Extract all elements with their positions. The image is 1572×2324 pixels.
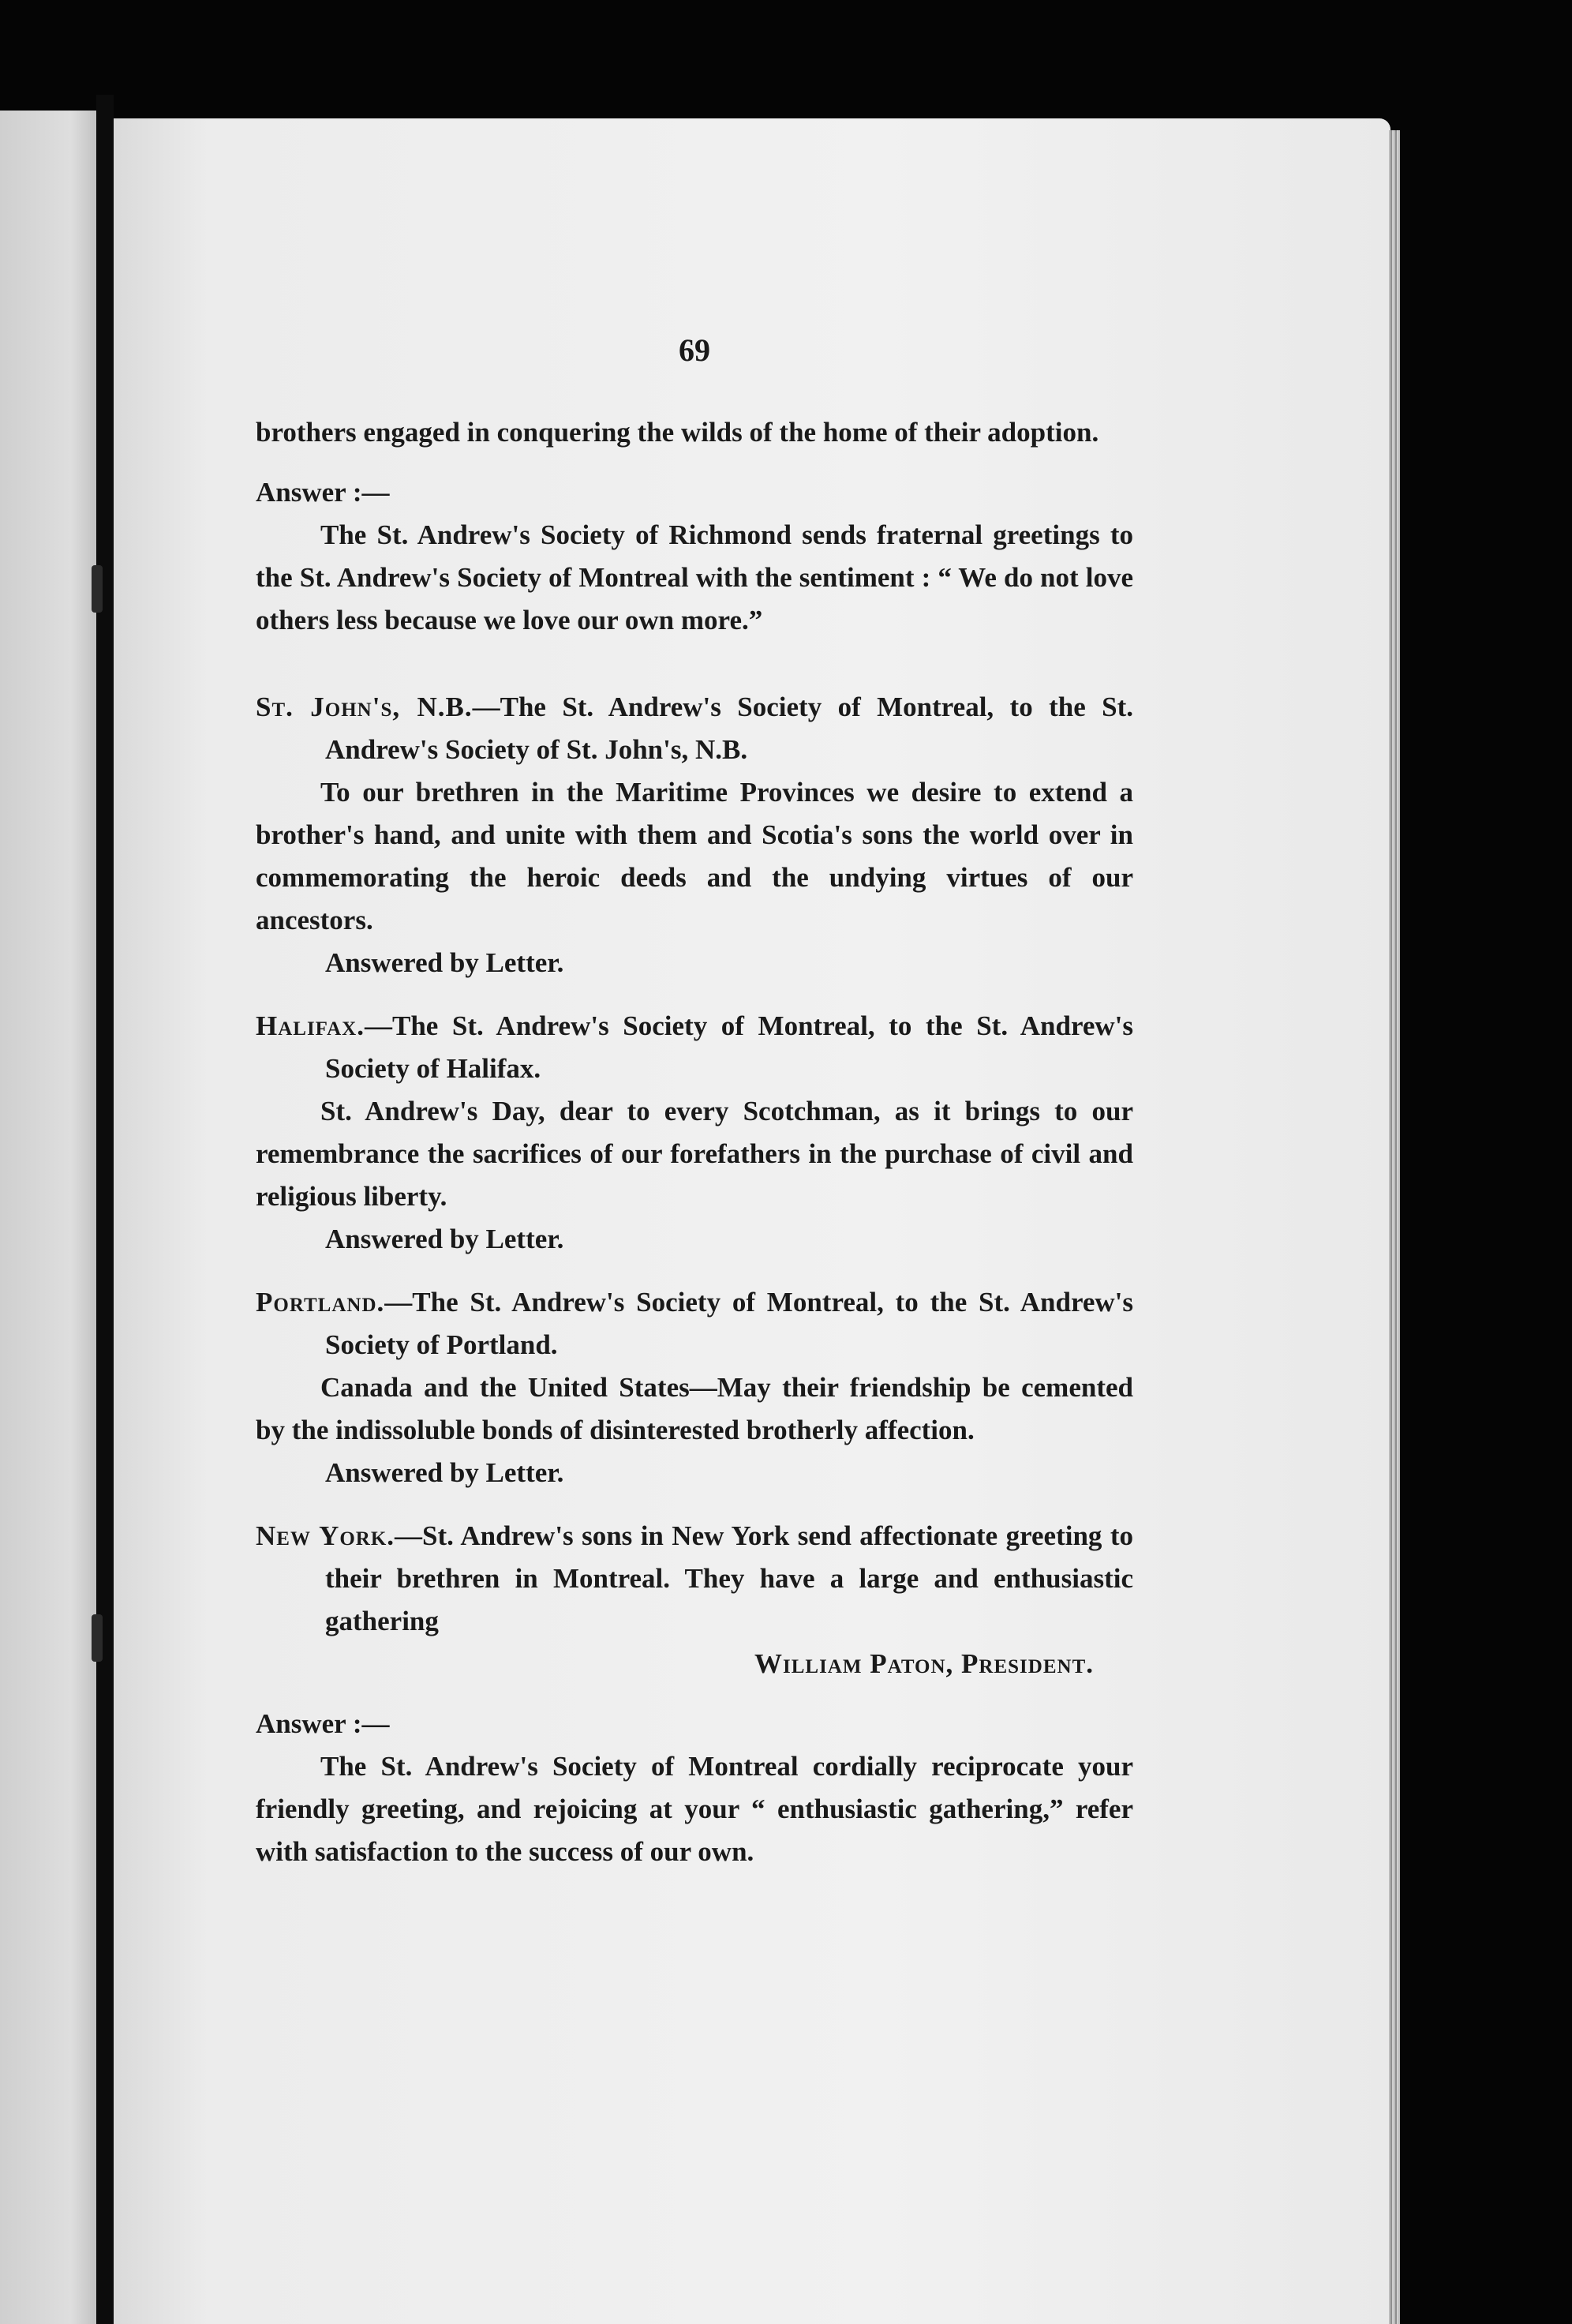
entry-reply: Answered by Letter. bbox=[325, 1457, 564, 1488]
binding-clip bbox=[92, 1614, 103, 1662]
toast-new-york bbox=[256, 1515, 1133, 1643]
facing-page-edge bbox=[0, 111, 101, 2324]
entry-address: —The St. Andrew's Society of Montreal, to the St. Andrew's Society of St. John's, N.B. bbox=[325, 692, 1133, 765]
entry-message: St. Andrew's Day, dear to every Scotchman, as it brings to our remembrance the sacrifices of our forefathers in the purchase of civil and religious liberty. bbox=[256, 1096, 1133, 1212]
entry-address: —St. Andrew's sons in New York send affectionate greeting to their brethren in Montreal. They have a large and enthusiastic gathering bbox=[325, 1520, 1134, 1636]
entry-heading: Halifax. bbox=[256, 1010, 365, 1041]
entry-message: Canada and the United States—May their friendship be cemented by the indissoluble bonds of disinterested brotherly affection. bbox=[256, 1372, 1133, 1445]
binding-clip bbox=[92, 565, 103, 613]
toast-portland bbox=[256, 1281, 1133, 1366]
entry-heading: Portland. bbox=[256, 1287, 385, 1318]
entry-heading: St. John's, N.B. bbox=[256, 692, 473, 722]
page-stack-edge bbox=[1389, 130, 1400, 2324]
continued-paragraph: brothers engaged in conquering the wilds of the home of their adoption. bbox=[256, 417, 1099, 448]
answer-label: Answer :— bbox=[256, 1708, 390, 1739]
toast-halifax bbox=[256, 1005, 1133, 1090]
page-number: 69 bbox=[679, 332, 710, 368]
new-york-answer-text: The St. Andrew's Society of Montreal cordially reciprocate your friendly greeting, and rejoicing at your “ enthusiastic gathering,” refer with satisfaction to the success of our own. bbox=[256, 1751, 1133, 1867]
toast-st-johns bbox=[256, 686, 1133, 771]
entry-heading: New York. bbox=[256, 1520, 395, 1551]
entry-reply: Answered by Letter. bbox=[325, 1224, 564, 1254]
entry-address: —The St. Andrew's Society of Montreal, to the St. Andrew's Society of Halifax. bbox=[325, 1010, 1133, 1084]
richmond-answer-text: The St. Andrew's Society of Richmond sends fraternal greetings to the St. Andrew's Society of Montreal with the sentiment : “ We do not love others less because we love our own more.” bbox=[256, 519, 1133, 635]
page-text bbox=[256, 332, 1133, 1873]
signature: William Paton, President. bbox=[754, 1648, 1094, 1679]
book-gutter bbox=[96, 95, 114, 2324]
answer-label: Answer :— bbox=[256, 477, 390, 508]
entry-reply: Answered by Letter. bbox=[325, 947, 564, 978]
entry-message: To our brethren in the Maritime Provinces we desire to extend a brother's hand, and unite with them and Scotia's sons the world over in commemorating the heroic deeds and the undying virtues of our ancestors. bbox=[256, 777, 1133, 935]
entry-address: —The St. Andrew's Society of Montreal, to the St. Andrew's Society of Portland. bbox=[325, 1287, 1133, 1360]
